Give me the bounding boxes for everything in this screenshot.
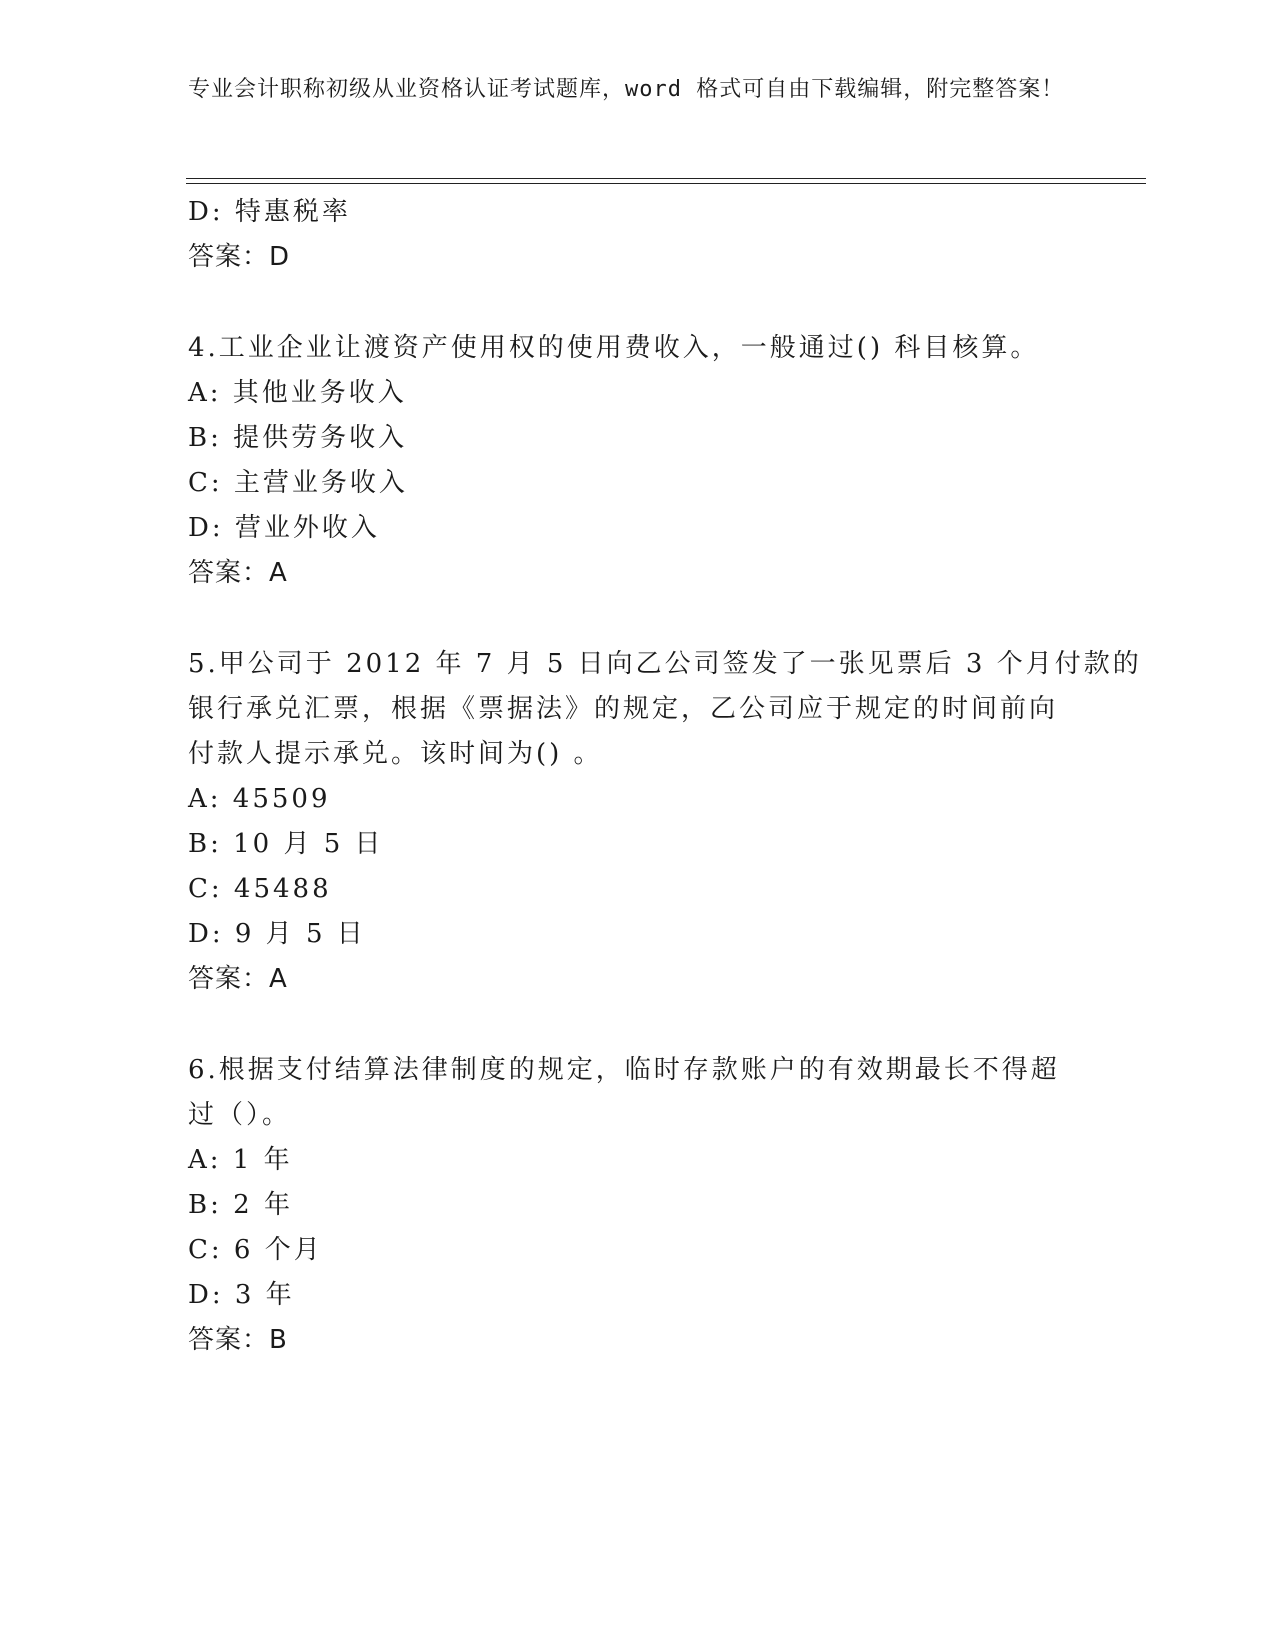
option-a: A: 45509 (188, 784, 331, 814)
option-c: C: 45488 (188, 874, 332, 904)
option-a: A: 其他业务收入 (188, 378, 407, 408)
question-stem-line: 5.甲公司于 2012 年 7 月 5 日向乙公司签发了一张见票后 3 个月付款的 (188, 649, 1142, 679)
header-divider-top (186, 178, 1146, 179)
question-stem: 4.工业企业让渡资产使用权的使用费收入，一般通过() 科目核算。 (188, 333, 1040, 363)
spacer (188, 1002, 1088, 1048)
option-b: B: 2 年 (188, 1190, 293, 1220)
spacer (188, 280, 1088, 326)
option-d: D: 营业外收入 (188, 513, 380, 543)
question-stem-line: 银行承兑汇票，根据《票据法》的规定，乙公司应于规定的时间前向 (188, 694, 1059, 724)
question-stem-line: 付款人提示承兑。该时间为() 。 (188, 739, 603, 769)
question-stem-line: 6.根据支付结算法律制度的规定，临时存款账户的有效期最长不得超 (188, 1055, 1060, 1085)
option-a: A: 1 年 (188, 1145, 293, 1175)
answer-line: 答案：B (188, 1325, 288, 1355)
option-b: B: 提供劳务收入 (188, 423, 408, 453)
question-content (188, 190, 1142, 1363)
option-b: B: 10 月 5 日 (188, 829, 384, 859)
question-6 (188, 1048, 1088, 1363)
option-d: D: 特惠税率 (188, 197, 351, 227)
question-4 (188, 326, 1088, 596)
option-d: D: 9 月 5 日 (188, 919, 366, 949)
previous-question-tail (188, 190, 1088, 280)
question-stem-line: 过（）。 (188, 1100, 292, 1130)
answer-line: 答案：A (188, 558, 288, 588)
answer-line: 答案：D (188, 242, 291, 272)
answer-line: 答案：A (188, 964, 288, 994)
option-c: C: 6 个月 (188, 1235, 323, 1265)
page-header: 专业会计职称初级从业资格认证考试题库，word 格式可自由下载编辑，附完整答案！ (188, 77, 1065, 102)
header-divider-bottom (186, 183, 1146, 184)
question-5 (188, 642, 1142, 1002)
spacer (188, 596, 1088, 642)
option-c: C: 主营业务收入 (188, 468, 408, 498)
option-d: D: 3 年 (188, 1280, 295, 1310)
